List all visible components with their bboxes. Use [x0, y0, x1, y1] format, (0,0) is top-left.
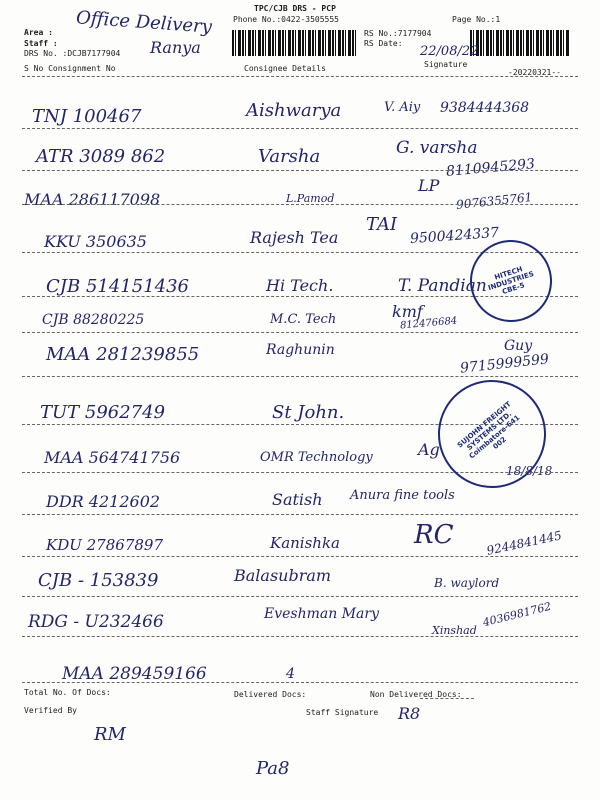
receiver-signature: V. Aiy [384, 100, 421, 115]
receiver-signature: LP [418, 176, 440, 195]
consignee-name: M.C. Tech [270, 312, 337, 327]
column-consignee: Consignee Details [244, 64, 326, 73]
receiver-phone: 9244841445 [485, 528, 563, 558]
receiver-phone: 812476684 [399, 315, 458, 332]
row-rule [22, 514, 578, 515]
consignment-number: CJB 514151436 [46, 276, 190, 297]
receiver-signature: RC [414, 520, 454, 550]
consignment-number: TUT 5962749 [40, 402, 166, 423]
total-docs-label: Total No. Of Docs: [24, 688, 111, 697]
consignment-number: MAA 281239855 [46, 344, 200, 365]
receiver-signature: T. Pandian [398, 276, 487, 296]
consignee-name: Raghunin [266, 342, 335, 358]
delivered-docs-label: Delivered Docs: [234, 690, 307, 699]
consignment-number: CJB 88280225 [42, 312, 145, 328]
verified-by-label: Verified By [24, 706, 77, 715]
consignee-name: L.Pamod [286, 192, 335, 205]
column-sno-consignment: S No Consignment No [24, 64, 116, 73]
consignment-number: CJB - 153839 [38, 570, 159, 591]
consignment-number: KKU 350635 [44, 232, 147, 251]
row-rule [22, 332, 578, 333]
receiver-phone: 9076355761 [455, 190, 533, 212]
row-rule [22, 376, 578, 377]
row-rule [22, 596, 578, 597]
receiver-signature: TAI [366, 214, 398, 235]
receiver-signature: Guy [504, 338, 533, 354]
handwritten-date: 22/08/22 [420, 44, 479, 59]
consignee-name: St John. [272, 402, 345, 423]
rs-date-label: RS Date: [364, 39, 403, 48]
phone-number: Phone No.:0422-3505555 [233, 15, 339, 24]
staff-label: Staff : [24, 39, 58, 48]
consignee-name: 4 [286, 666, 295, 682]
barcode-left [232, 30, 356, 56]
receiver-phone: 18/8/18 [506, 464, 553, 478]
consignee-name: Varsha [258, 146, 321, 167]
receiver-signature: G. varsha [396, 138, 478, 158]
area-label: Area : [24, 28, 53, 37]
barcode-right [470, 30, 570, 56]
handwritten-staff: Ranya [150, 38, 201, 57]
receiver-signature: Xinshad [432, 624, 477, 637]
receiver-phone: 8110945293 [445, 156, 536, 180]
consignment-number: TNJ 100467 [32, 106, 142, 127]
receiver-phone: 9715999599 [459, 351, 550, 377]
column-date-code: -20220321-- [508, 68, 561, 77]
consignee-name: Rajesh Tea [250, 228, 339, 247]
consignee-name: Satish [272, 490, 323, 509]
receiver-phone: 4036981762 [481, 599, 553, 630]
row-rule [22, 556, 578, 557]
consignment-number: MAA 564741756 [44, 448, 181, 467]
staff-signature-label: Staff Signature [306, 708, 379, 717]
receiver-signature: kmf [392, 302, 423, 321]
receiver-signature: B. waylord [434, 576, 500, 590]
receiver-phone: 9384444368 [440, 100, 530, 116]
drs-number: DRS No. :DCJB7177904 [24, 49, 121, 58]
consignee-name: Hi Tech. [266, 276, 334, 295]
consignee-name: Balasubram [234, 566, 332, 585]
staff-signature: R8 [398, 704, 421, 723]
hitech-round-stamp: HITECH INDUSTRIES CBE-5 [459, 229, 562, 332]
company-seal-stamp: SUJOHN FREIGHT SYSTEMS LTD. Coimbatore-641 002 [416, 358, 568, 510]
row-rule [22, 204, 578, 205]
row-rule [22, 682, 578, 683]
doc-title: TPC/CJB DRS - PCP [254, 4, 336, 13]
consignment-number: MAA 286117098 [24, 190, 161, 209]
consignee-name: Kanishka [270, 534, 340, 552]
column-signature: Signature [424, 60, 468, 69]
bottom-initials: Pa8 [256, 758, 290, 779]
consignment-number: KDU 27867897 [46, 536, 163, 554]
receiver-phone: 9500424337 [409, 224, 500, 248]
footer-rule [420, 698, 474, 699]
consignment-number: MAA 289459166 [62, 664, 207, 684]
page-number: Page No.:1 [452, 15, 501, 24]
consignment-number: ATR 3089 862 [36, 146, 166, 167]
receiver-signature: Anura fine tools [350, 488, 455, 503]
consignee-name: Eveshman Mary [264, 606, 379, 622]
rs-number: RS No.:7177904 [364, 29, 432, 38]
row-rule [22, 170, 578, 171]
receiver-signature: Ag [418, 440, 440, 459]
verified-by-signature: RM [94, 724, 126, 745]
handwritten-area: Office Delivery [75, 7, 213, 38]
consignment-number: RDG - U232466 [28, 612, 164, 632]
header-rule [22, 76, 578, 77]
consignee-name: OMR Technology [260, 450, 373, 465]
row-rule [22, 128, 578, 129]
consignee-name: Aishwarya [246, 100, 342, 121]
non-delivered-docs-label: Non Delivered Docs: [370, 690, 462, 699]
row-rule [22, 636, 578, 637]
consignment-number: DDR 4212602 [46, 492, 161, 511]
